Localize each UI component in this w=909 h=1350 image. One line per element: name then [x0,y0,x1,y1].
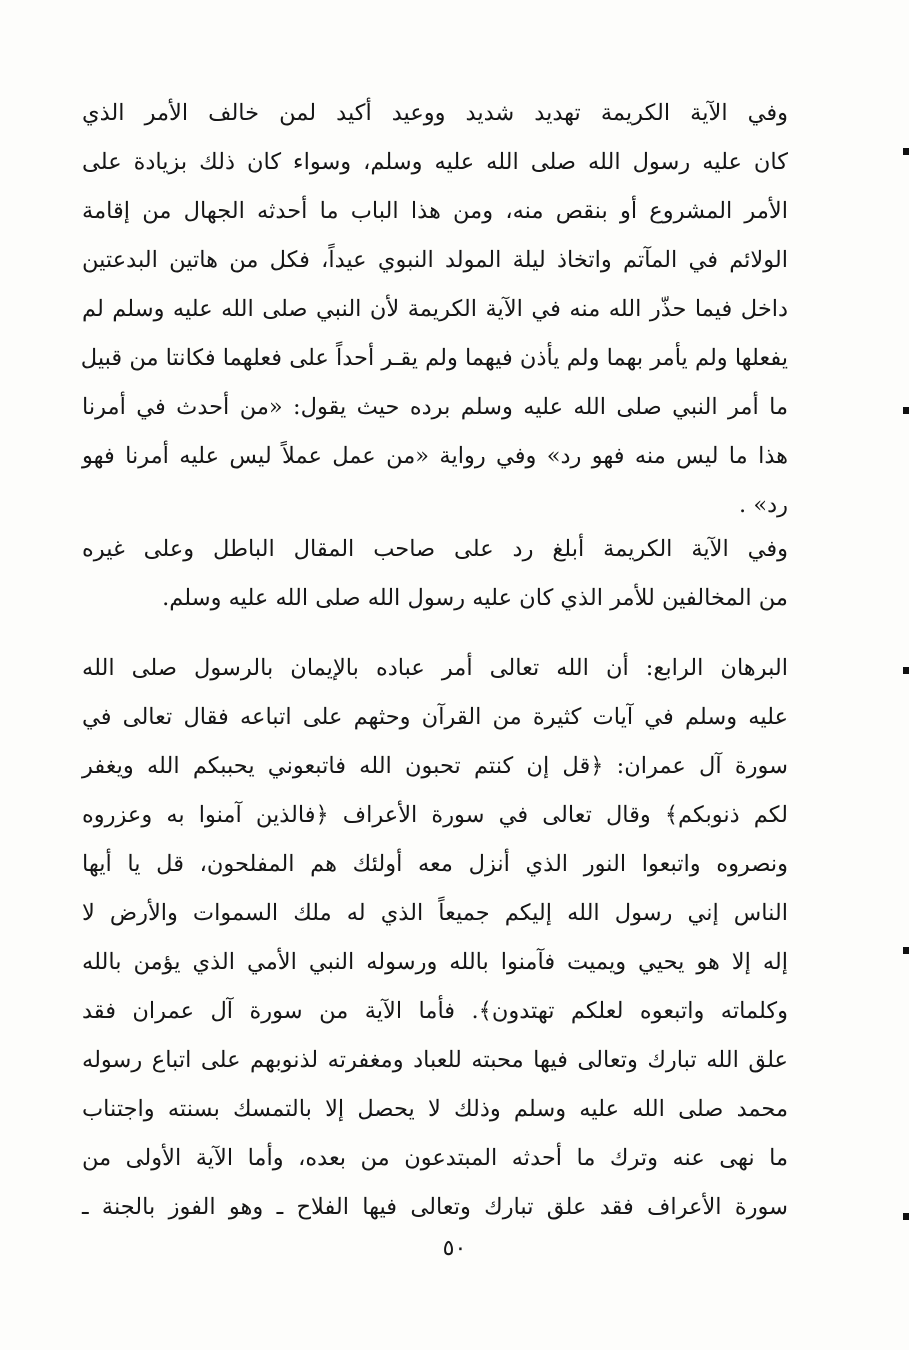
paragraph-warning [82,89,788,530]
text-line: علق الله تبارك وتعالى فيها محبته للعباد ومغفرته لذنوبهم على اتباع رسوله [82,1047,788,1073]
text-line: وفي الآية الكريمة أبلغ رد على صاحب المقال الباطل وعلى غيره [82,536,788,562]
text-line: كان عليه رسول الله صلى الله عليه وسلم، وسواء كان ذلك بزيادة على [82,149,788,175]
text-line: هذا ما ليس منه فهو رد» وفي رواية «من عمل عملاً ليس عليه أمرنا فهو [82,443,788,469]
text-line: محمد صلى الله عليه وسلم وذلك لا يحصل إلا بالتمسك بسنته واجتناب [82,1096,788,1122]
page-number: ٥٠ [442,1236,467,1261]
text-line: سورة الأعراف فقد علق تبارك وتعالى فيها الفلاح ـ وهو الفوز بالجنة ـ [82,1194,788,1220]
scan-edge-mark [903,667,909,674]
scan-edge-mark [903,947,909,954]
text-line: إله إلا هو يحيي ويميت فآمنوا بالله ورسوله النبي الأمي الذي يؤمن بالله [82,949,788,975]
text-line: وفي الآية الكريمة تهديد شديد ووعيد أكيد لمن خالف الأمر الذي [82,100,788,126]
scan-edge-mark [903,148,909,155]
text-line: الولائم في المآتم واتخاذ ليلة المولد النبوي عيداً، فكل من هاتين البدعتين [82,247,788,273]
paragraph-fourth-proof [82,644,788,1232]
text-line: الناس إني رسول الله إليكم جميعاً الذي له ملك السموات والأرض لا [82,900,788,926]
text-line: داخل فيما حذّر الله منه في الآية الكريمة لأن النبي صلى الله عليه وسلم لم [82,296,788,322]
text-line: ما أمر النبي صلى الله عليه وسلم برده حيث يقول: «من أحدث في أمرنا [82,394,788,420]
text-line: الأمر المشروع أو بنقص منه، ومن هذا الباب ما أحدثه الجهال من إقامة [82,198,788,224]
text-line: البرهان الرابع: أن الله تعالى أمر عباده بالإيمان بالرسول صلى الله [82,655,788,681]
text-line: سورة آل عمران: ﴿قل إن كنتم تحبون الله فاتبعوني يحببكم الله ويغفر [82,753,788,779]
paragraph-refutation [82,525,788,623]
text-line: وكلماته واتبعوه لعلكم تهتدون﴾. فأما الآية من سورة آل عمران فقد [82,998,788,1024]
text-line: ونصروه واتبعوا النور الذي أنزل معه أولئك هم المفلحون، قل يا أيها [82,851,788,877]
text-line: رد» . [739,492,788,518]
scan-edge-mark [903,407,909,414]
text-line: ما نهى عنه وترك ما أحدثه المبتدعون من بعده، وأما الآية الأولى من [82,1145,788,1171]
scan-edge-mark [903,1213,909,1220]
text-line: يفعلها ولم يأمر بهما ولم يأذن فيهما ولم يقـر أحداً على فعلهما فكانتا من قبيل [80,345,788,371]
text-line: لكم ذنوبكم﴾ وقال تعالى في سورة الأعراف ﴿فالذين آمنوا به وعزروه [82,802,788,828]
text-line: من المخالفين للأمر الذي كان عليه رسول الله صلى الله عليه وسلم. [162,585,788,611]
text-line: عليه وسلم في آيات كثيرة من القرآن وحثهم على اتباعه فقال تعالى في [82,704,788,730]
